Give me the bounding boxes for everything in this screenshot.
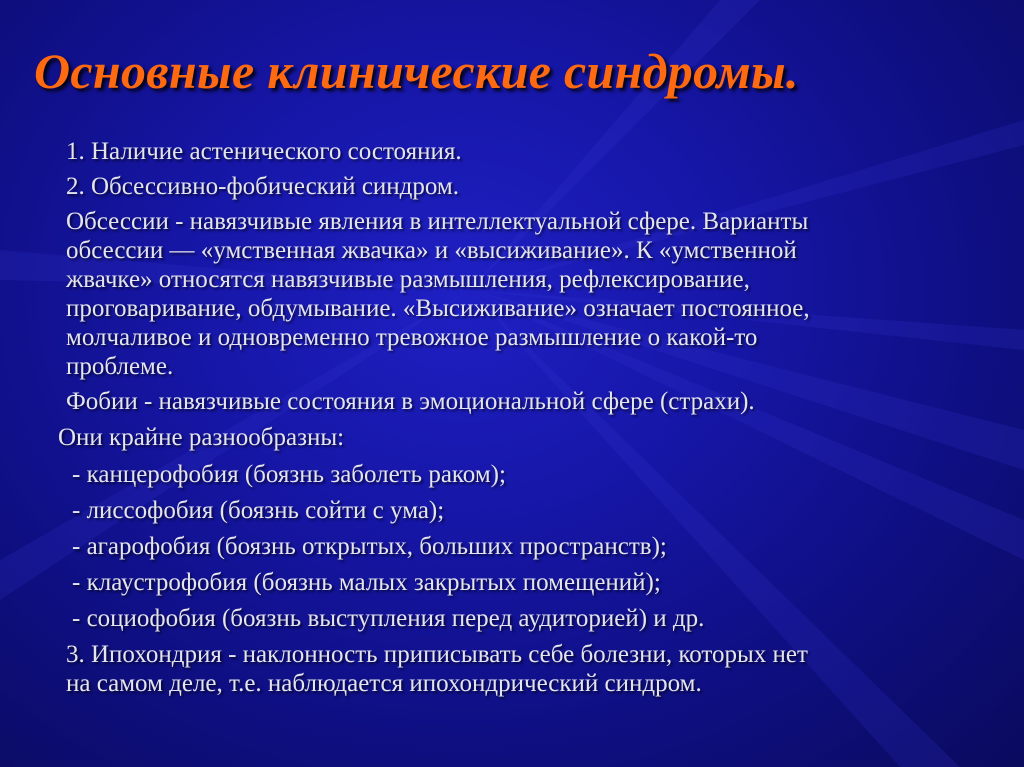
list-item-3: 3. Ипохондрия - наклонность приписывать себе болезни, которых нет [66,641,808,668]
phobia-item-claustrophobia: - клаустрофобия (боязнь малых закрытых помещений); [72,569,661,596]
list-item-3-continuation: на самом деле, т.е. наблюдается ипохондрический синдром. [66,670,702,697]
obsession-paragraph-line-2: обсессии — «умственная жвачка» и «высиживание». К «умственной [66,237,797,264]
phobia-item-lyssophobia: - лиссофобия (боязнь сойти с ума); [72,497,445,524]
phobia-variety-heading: Они крайне разнообразны: [58,424,345,451]
phobia-item-sociophobia: - социофобия (боязнь выступления перед аудиторией) и др. [72,605,705,632]
obsession-paragraph-line-5: молчаливое и одновременно тревожное размышление о какой-то [66,324,758,351]
slide-title: Основные клинические синдромы. [34,43,799,99]
phobia-item-agoraphobia: - агарофобия (боязнь открытых, больших пространств); [72,533,667,560]
list-item-2: 2. Обсессивно-фобический синдром. [66,173,459,200]
phobia-definition: Фобии - навязчивые состояния в эмоциональной сфере (страхи). [66,388,755,415]
phobia-item-cancerophobia: - канцерофобия (боязнь заболеть раком); [72,461,506,488]
obsession-paragraph-line-4: проговаривание, обдумывание. «Высиживание» означает постоянное, [66,295,810,322]
obsession-paragraph-line-6: проблеме. [66,353,174,380]
list-item-1: 1. Наличие астенического состояния. [66,138,462,165]
obsession-paragraph-line-3: жвачке» относятся навязчивые размышления, рефлексирование, [66,266,750,293]
obsession-paragraph-line-1: Обсессии - навязчивые явления в интеллектуальной сфере. Варианты [66,208,809,235]
